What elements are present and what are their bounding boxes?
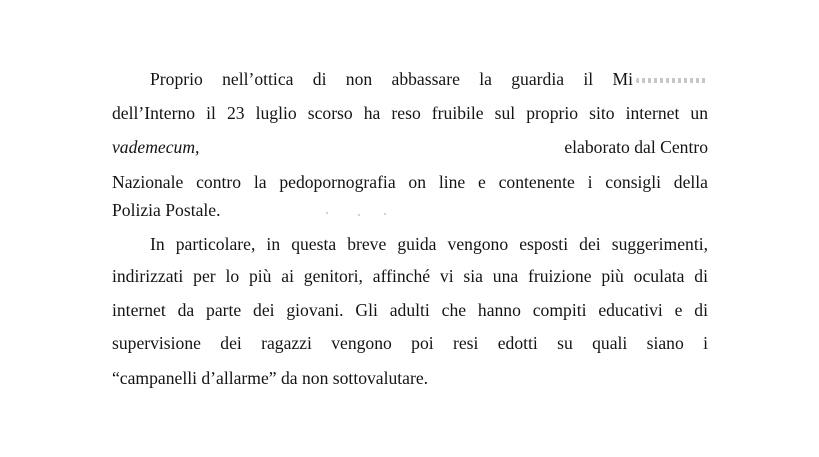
scan-specks	[320, 208, 410, 218]
scan-speck	[358, 214, 360, 216]
paragraph-2-line-4: supervisione dei ragazzi vengono poi resi edotti su quali siano i	[112, 333, 708, 353]
faded-ink-smudge	[636, 78, 708, 83]
paragraph-1-line-1	[150, 68, 708, 90]
paragraph-1-line-4: Nazionale contro la pedopornografia on line e contenente i consigli della	[112, 172, 708, 192]
paragraph-1-line-5: Polizia Postale.	[112, 200, 221, 220]
paragraph-2-line-2: indirizzati per lo più ai genitori, affinché vi sia una fruizione più oculata di	[112, 266, 708, 286]
paragraph-1-line-2: dell’Interno il 23 luglio scorso ha reso fruibile sul proprio sito internet un	[112, 103, 708, 123]
scan-speck	[384, 213, 386, 215]
italic-term-vademecum: vademecum,	[112, 137, 200, 157]
paragraph-2-line-5: “campanelli d’allarme” da non sottovalutare.	[112, 368, 429, 388]
line-text: Proprio nell’ottica di non abbassare la guardia il Mi	[150, 69, 633, 89]
paragraph-1-line-3	[112, 136, 708, 158]
line-tail-text: elaborato dal Centro	[564, 137, 708, 157]
paragraph-2-line-1: In particolare, in questa breve guida vengono esposti dei suggerimenti,	[150, 234, 708, 254]
paragraph-2-line-3: internet da parte dei giovani. Gli adulti che hanno compiti educativi e di	[112, 300, 708, 320]
scan-speck	[326, 212, 328, 214]
